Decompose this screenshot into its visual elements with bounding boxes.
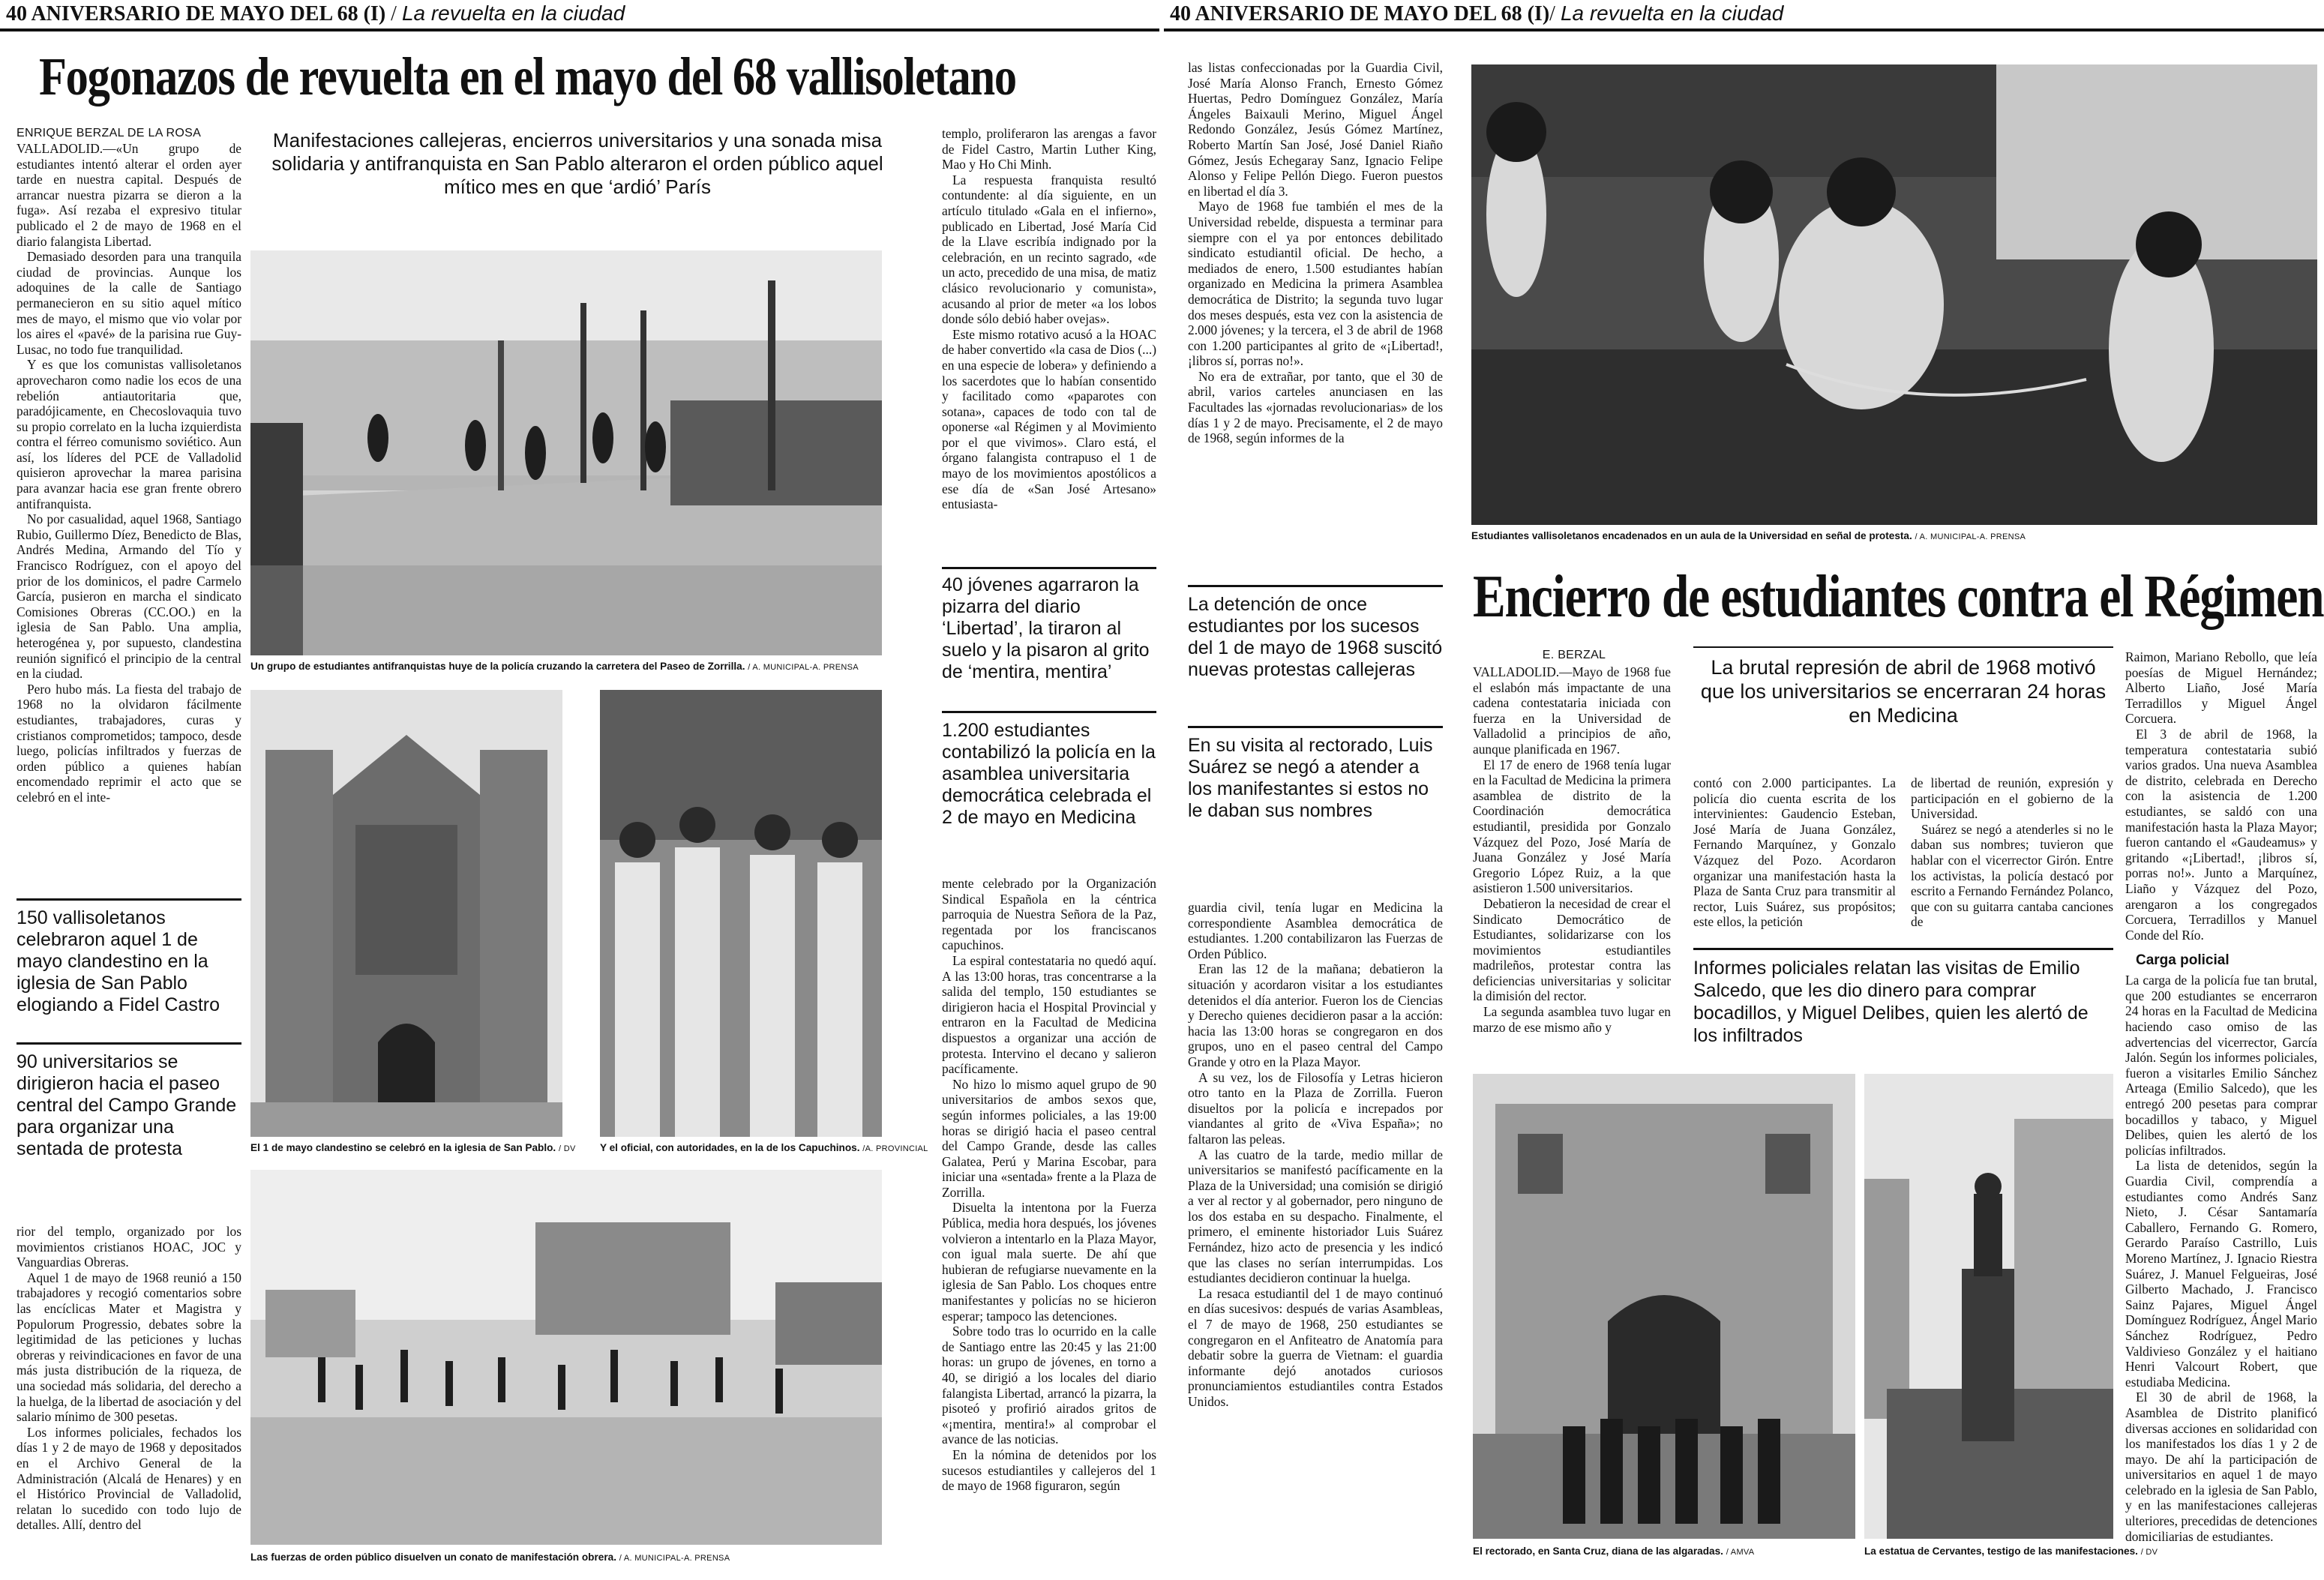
- section-subtitle: La revuelta en la ciudad: [401, 1, 625, 25]
- paragraph: La espiral contestataria no quedó aquí. A las 13:00 horas, tras concentrarse a la salida del templo, 150 estudiantes se dirigieron hacia el Hospital Provincial y entraron en la Facultad de Medicina dispuestos a organizar una acción de protesta. Intervino el decano y salieron pacíficamente.: [942, 952, 1156, 1077]
- paragraph: Eran las 12 de la mañana; debatieron la situación y acordaron visitar a los estudiantes detenidos el día anterior. Fueron los de Ciencias y Derecho quienes decidieron pasar a la acción: hacia las 13:00 horas se congregaron en dos grupos, uno en el paseo central del Campo Grande y otro en la Plaza Mayor.: [1188, 961, 1443, 1069]
- paragraph: mente celebrado por la Organización Sindical Española en la céntrica parroquia de Nuestra Señora de la Paz, regentada por los franciscanos capuchinos.: [942, 876, 1156, 953]
- caption-text: La estatua de Cervantes, testigo de las manifestaciones.: [1864, 1546, 2138, 1557]
- body-column-1-continued: [16, 1224, 241, 1546]
- photo-credit: / A. MUNICIPAL-A. PRENSA: [748, 663, 859, 672]
- section-header: [6, 0, 1153, 30]
- paragraph: de libertad de reunión, expresión y participación en el gobierno de la Universidad.: [1911, 775, 2113, 822]
- pullquote-rule: [1188, 726, 1443, 728]
- pullquote-rule: [942, 567, 1156, 569]
- paragraph: Pero hubo más. La fiesta del trabajo de 1968 no la olvidaron fácilmente estudiantes, trabajadores, curas y cristianos comprometidos; tampoco, desde luego, policías infiltrados y fuerzas de orden público a quienes habían encomendado reprimir el acto que se celebró en el inte-: [16, 681, 241, 805]
- paragraph: A su vez, los de Filosofía y Letras hicieron otro tanto en la Plaza de Zorrilla. Fueron disueltos por la policía e increpados por viandantes al grito de «Viva España»; no faltaron las peleas.: [1188, 1069, 1443, 1147]
- paragraph: las listas confeccionadas por la Guardia Civil, José María Alonso Franch, Ernesto Gómez Huertas, Pedro Domínguez González, María Ángeles Baixauli Merino, Miguel Ángel Redondo González, Jesús Gómez Martínez, Roberto Martín San José, José Daniel Riaño Gómez, Jesús Echegaray Sanz, Ignacio Felipe Alonso y Felipe Pellón Diego. Fueron puestos en libertad el día 3.: [1188, 60, 1443, 199]
- pullquote-1: La detención de once estudiantes por los sucesos del 1 de mayo de 1968 suscitó nuevas protestas callejeras: [1188, 594, 1443, 680]
- paragraph: Los informes policiales, fechados los días 1 y 2 de mayo de 1968 y depositados en el Archivo General de la Administración (Alcalá de Henares) y en el Histórico Provincial de Valladolid, relatan lo sucedido con todo lujo de detalles. Allí, dentro del: [16, 1424, 241, 1533]
- photo-chained-students: [1471, 64, 2317, 525]
- section-subtitle: La revuelta en la ciudad: [1560, 1, 1784, 25]
- paragraph: No hizo lo mismo aquel grupo de 90 universitarios de ambos sexos que, según informes policiales, a las 19:00 horas se dirigió hacia el paseo central del Campo Grande, desde las calles Galatea, Perú y Marina Escobar, para iniciar una «sentada» frente a la Plaza de Zorrilla.: [942, 1076, 1156, 1200]
- caption-text: Estudiantes vallisoletanos encadenados en un aula de la Universidad en señal de protesta.: [1471, 530, 1912, 541]
- byline: ENRIQUE BERZAL DE LA ROSA: [16, 127, 202, 139]
- paragraph: El 30 de abril de 1968, la Asamblea de Distrito planificó diversas acciones en solidaridad con los manifestados los días 1 y 2 de mayo. De ahí la participación de universitarios en aquel 1 de mayo celebrado en la iglesia de San Pablo, y en las manifestaciones callejeras ulteriores, precedidas de detenciones domiciliarias de estudiantes.: [2125, 1390, 2317, 1544]
- deck-rule: [1693, 646, 2113, 648]
- pullquote-3: Informes policiales relatan las visitas de Emilio Salcedo, que les dio dinero para comprar bocadillos, y Miguel Delibes, quien les alertó de los infiltrados: [1693, 958, 2089, 1046]
- paragraph: Mayo de 1968 fue también el mes de la Universidad rebelde, dispuesta a terminar para siempre con el ya por entonces debilitado sindicato estudiantil oficial. De hecho, a mediados de enero, 1.500 estudiantes habían organizado en Medicina la primera Asamblea democrática de Distrito; la segunda tuvo lugar dos meses después, esta vez con la asistencia de 2.000 jóvenes; y la tercera, el 3 de abril de 1968 con 1.200 participantes al grito de «¡Libertad!, ¡libros sí, porras no!».: [1188, 199, 1443, 369]
- photo-caption: [250, 1551, 882, 1565]
- photo-caption: [250, 1141, 576, 1156]
- page-title: Fogonazos de revuelta en el mayo del 68 vallisoletano: [39, 46, 1016, 106]
- paragraph: Aquel 1 de mayo de 1968 reunió a 150 trabajadores y recogió comentarios sobre las encíclicas Mater et Magistra y Populorum Progressio, debates sobre la legitimidad de las peticiones y luchas obreras y reivindicaciones en favor de una más justa distribución de la riqueza, de una sociedad más solidaria, del derecho a la huelga, de la libertad de asociación y del salario mínimo de 300 pesetas.: [16, 1270, 241, 1425]
- section-separator: /: [1549, 2, 1555, 25]
- caption-text: El rectorado, en Santa Cruz, diana de las algaradas.: [1473, 1546, 1723, 1557]
- section-rule: [1164, 28, 2324, 31]
- byline: E. BERZAL: [1542, 649, 1606, 661]
- photo-credit: /A. PROVINCIAL: [862, 1144, 928, 1153]
- pullquote-3: 40 jóvenes agarraron la pizarra del diario ‘Libertad’, la tiraron al suelo y la pisaron al grito de ‘mentira, mentira’: [942, 574, 1150, 682]
- paragraph: El 17 de enero de 1968 tenía lugar en la Facultad de Medicina la primera asamblea de distrito de la Coordinación democrática estudiantil, presidida por Gonzalo Vázquez del Pozo, José María de Juana González y José María Gregorio López Ruiz, a la que asistieron 1.500 universitarios.: [1473, 757, 1671, 896]
- paragraph: Suárez se negó a atenderles si no le daban sus nombres; tuvieron que hablar con el vicerrector Girón. Entre los activistas, la policía destacó por escrito a Fernando Fernández Polanco, que con su guitarra cantaba canciones de: [1911, 821, 2113, 930]
- right-newspaper-page: [1164, 0, 2324, 1580]
- photo-caption: [1473, 1545, 1855, 1559]
- paragraph: contó con 2.000 participantes. La policía dio cuenta escrita de los intervinientes: Gaudencio Esteban, José María de Juana González, Fernando Marquínez, y Gonzalo Vázquez del Pozo. Acordaron organizar una manifestación hasta la Plaza de Santa Cruz para transmitir al rector, Luis Suárez, sus propósitos; este ellos, la petición: [1693, 775, 1896, 930]
- paragraph: No por casualidad, aquel 1968, Santiago Rubio, Guillermo Díez, Benedicto de Blas, Andrés Medina, Armando del Tío y Francisco Rodríguez, con el apoyo del prior de los dominicos, el padre Carmelo García, pusieron en marcha el sindicato Comisiones Obreras (CC.OO.) en la iglesia de San Pablo. Una amplia, heterogénea y, por supuesto, clandestina reunión significó el principio de la central en la ciudad.: [16, 511, 241, 682]
- body-column-1-continued: [1188, 900, 1443, 1545]
- pullquote-rule: [942, 711, 1156, 713]
- section-header: [1170, 0, 2317, 30]
- photo-cervantes-statue: [1864, 1074, 2113, 1539]
- pullquote-4: 1.200 estudiantes contabilizó la policía en la asamblea universitaria democrática celebrada el 2 de mayo en Medicina: [942, 720, 1156, 828]
- paragraph: Y es que los comunistas vallisoletanos aprovecharon como nadie los ecos de una rebelión antiautoritaria que, paradójicamente, en Checoslovaquia tuvo su propio correlato en la lucha izquierdista contra el férreo comunismo soviético. Aun así, los líderes del PCE de Valladolid quisieron aprovechar la marea parisina para avanzar hacia ese gran frente obrero antifranquista.: [16, 357, 241, 511]
- photo-caption: [250, 660, 882, 674]
- section-kicker: 40 ANIVERSARIO DE MAYO DEL 68 (I): [6, 2, 386, 25]
- paragraph: Debatieron la necesidad de crear el Sindicato Democrático de Estudiantes, solidarizarse con los movimientos estudiantiles madrileños, protestar contra las deficiencias universitarias y solicitar la dimisión del rector.: [1473, 895, 1671, 1004]
- paragraph: VALLADOLID.—«Un grupo de estudiantes intentó alterar el orden ayer tarde en nuestra capital. Después de arrancar nuestra pizarra se dieron a la fuga». Así rezaba el expresivo titular publicado el 2 de mayo de 1968 en el diario falangista Libertad.: [16, 141, 241, 249]
- pullquote-2: 90 universitarios se dirigieron hacia el paseo central del Campo Grande para organizar una sentada de protesta: [16, 1051, 237, 1159]
- paragraph: Sobre todo tras lo ocurrido en la calle de Santiago entre las 20:45 y las 21:00 horas: un grupo de jóvenes, en torno a 40, se dirigió a los locales del diario falangista Libertad, arrancó la pizarra, la pisoteó y profirió airados gritos de «¡mentira, mentira!» al comprobar el avance de las noticias.: [942, 1324, 1156, 1447]
- paragraph: La respuesta franquista resultó contundente: al día siguiente, en un artículo titulado «Gala en el infierno», publicado en Libertad, José María Cid de la Llave escribía indignado por la celebración, en un recinto sagrado, «de un acto, precedido de una misa, de matiz clásico revolucionario y comunista», acusando al prior de meter «a los lobos donde sólo debió haber ovejas».: [942, 172, 1156, 327]
- paragraph: A las cuatro de la tarde, medio millar de universitarios se manifestó pacíficamente en la Plaza de la Universidad; una comisión se dirigió a ver al rector y al gobernador, pero ninguno de los dos estaba en su despacho. Finalmente, el primero, el eminente historiador Luis Suárez Fernández, hizo acto de presencia y les indicó que las clases no serían interrumpidas. Los estudiantes decidieron continuar la huelga.: [1188, 1147, 1443, 1286]
- paragraph: La carga de la policía fue tan brutal, que 200 estudiantes se encerraron 24 horas en la Facultad de Medicina haciendo caso omiso de las advertencias del vicerrector, García Jalón. Según los informes policiales, fueron a visitarles Emilio Sánchez Arteaga (Emilio Salcedo), que les entregó 200 pesetas para comprar bocadillos y tabaco, y Miguel Delibes, quien les alertó de los policías infiltrados.: [2125, 973, 2317, 1158]
- caption-text: El 1 de mayo clandestino se celebró en la iglesia de San Pablo.: [250, 1142, 556, 1153]
- paragraph: rior del templo, organizado por los movimientos cristianos HOAC, JOC y Vanguardias Obreras.: [16, 1224, 241, 1270]
- pullquote-1: 150 vallisoletanos celebraron aquel 1 de mayo clandestino en la iglesia de San Pablo elogiando a Fidel Castro: [16, 907, 220, 1015]
- paragraph: En la nómina de detenidos por los sucesos estudiantiles y callejeros del 1 de mayo de 1968 figuraron, según: [942, 1447, 1156, 1494]
- body-column-4: [942, 126, 1156, 567]
- caption-text: Y el oficial, con autoridades, en la de los Capuchinos.: [600, 1142, 860, 1153]
- body-column-3: [1693, 775, 1896, 943]
- body-column-1: [16, 141, 241, 888]
- article-deck: La brutal represión de abril de 1968 motivó que los universitarios se encerraran 24 horas en Medicina: [1700, 656, 2107, 727]
- paragraph: La resaca estudiantil del 1 de mayo continuó en días sucesivos: después de varias Asambleas, el 7 de mayo de 1968, 250 estudiantes se congregaron en el Anfiteatro de Anatomía para debatir sobre la guerra de Vietnam: el guardia informante dejó anotados curiosos pronunciamientos estudiantiles contra Estados Unidos.: [1188, 1285, 1443, 1409]
- caption-text: Las fuerzas de orden público disuelven un conato de manifestación obrera.: [250, 1552, 616, 1563]
- photo-caption: [1471, 529, 2317, 544]
- body-column-4-continued: [942, 876, 1156, 1548]
- caption-text: Un grupo de estudiantes antifranquistas huye de la policía cruzando la carretera del Paseo de Zorrilla.: [250, 661, 745, 672]
- photo-credit: / DV: [2140, 1548, 2158, 1557]
- photo-officials-capuchinos: [600, 690, 882, 1137]
- paragraph: Disuelta la intentona por la Fuerza Pública, media hora después, los jóvenes volvieron a intentarlo en la Plaza Mayor, con igual mala suerte. De ahí que hubieran de refugiarse nuevamente en la iglesia de San Pablo. Los choques entre manifestantes y policías no se hicieron esperar; tampoco las detenciones.: [942, 1200, 1156, 1324]
- article-headline: Encierro de estudiantes contra el Régimen: [1473, 564, 2324, 630]
- photo-san-pablo-church: [250, 690, 562, 1137]
- paragraph: templo, proliferaron las arengas a favor de Fidel Castro, Martin Luther King, Mao y Ho Chi Minh.: [942, 126, 1156, 172]
- photo-caption: [600, 1141, 928, 1156]
- photo-credit: / AMVA: [1726, 1548, 1755, 1557]
- pullquote-rule: [1188, 585, 1443, 587]
- photo-caption: [1864, 1545, 2158, 1559]
- section-separator: /: [385, 2, 402, 25]
- body-column-1: [1188, 60, 1443, 564]
- paragraph: VALLADOLID.—Mayo de 1968 fue el eslabón más impactante de una cadena contestataria iniciada con fuerza en la Universidad de Valladolid a principios de año, aunque planificada en 1967.: [1473, 664, 1671, 757]
- paragraph: No era de extrañar, por tanto, que el 30 de abril, varios carteles anunciasen en las Facultades las «jornadas revolucionarias» de los días 1 y 2 de mayo. Precisamente, el 2 de mayo de 1968, según informes de la: [1188, 368, 1443, 446]
- photo-police-dispersing: [250, 1170, 882, 1545]
- section-rule: [0, 28, 1161, 31]
- paragraph: El 3 de abril de 1968, la temperatura contestataria subió varios grados. Una nueva Asamblea de distrito, celebrada en Derecho con la asistencia de 1.200 estudiantes, se saldó con una manifestación hasta la Plaza Mayor; fueron cantando el «Gaudeamus» y gritando «¡Libertad!, ¡libros sí, porras no!». Junto a Marquínez, Liaño y Vázquez del Pozo, arengaron a los congregados Corcuera, Terradillos y Manuel Conde del Río.: [2125, 726, 2317, 943]
- subhead: Carga policial: [2136, 952, 2230, 969]
- photo-credit: / A. MUNICIPAL-A. PRENSA: [1915, 532, 2026, 541]
- left-newspaper-page: [0, 0, 1161, 1580]
- article-deck: Manifestaciones callejeras, encierros universitarios y una sonada misa solidaria y antifranquista en San Pablo alteraron el orden público aquel mítico mes en que ‘ardió’ París: [271, 129, 883, 198]
- paragraph: La lista de detenidos, según la Guardia Civil, comprendía a estudiantes como Andrés Sanz Nieto, J. César Santamaría Caballero, Fernando G. Romero, Gerardo Paraíso Castrillo, Luis Moreno Martínez, J. Ignacio Riestra Suárez, J. Manuel Felgueiras, José Gilberto Machado, J. Francisco Sainz Pajares, Miguel Ángel Domínguez Rodríguez, Ángel Mario Sánchez Rodríguez, Pedro Valdivieso González y el haitiano Henri Valcourt Robert, que estudiaba Medicina.: [2125, 1158, 2317, 1390]
- paragraph: Raimon, Mariano Rebollo, que leía poesías de Miguel Hernández; Alberto Liaño, José María Terradillos y Miguel Ángel Corcuera.: [2125, 649, 2317, 727]
- paragraph: Este mismo rotativo acusó a la HOAC de haber convertido «la casa de Dios (...) en una especie de lobera» y definiendo a los sacerdotes que lo habían consentido y facilitado como «paparotes con sotana», capaces de todo con tal de oponerse «al Régimen y al Movimiento por el que vivimos». Claro está, el órgano falangista contrapuso el 1 de mayo de los movimientos apostólicos a ese día de «San José Artesano» entusiasta-: [942, 326, 1156, 512]
- pullquote-rule: [1693, 948, 2113, 950]
- pullquote-2: En su visita al rectorado, Luis Suárez se negó a atender a los manifestantes si estos no le daban sus nombres: [1188, 735, 1433, 821]
- paragraph: La segunda asamblea tuvo lugar en marzo de ese mismo año y: [1473, 1004, 1671, 1035]
- photo-students-fleeing: [250, 250, 882, 655]
- pullquote-rule: [16, 898, 241, 901]
- photo-credit: / DV: [559, 1144, 576, 1153]
- paragraph: guardia civil, tenía lugar en Medicina la correspondiente Asamblea democrática de estudiantes. 1.200 contabilizaron las Fuerzas de Orden Público.: [1188, 900, 1443, 961]
- pullquote-rule: [16, 1042, 241, 1045]
- photo-rectorado-santa-cruz: [1473, 1074, 1855, 1539]
- body-column-5: [2125, 649, 2317, 1546]
- body-column-4: [1911, 775, 2113, 943]
- photo-credit: / A. MUNICIPAL-A. PRENSA: [619, 1554, 730, 1563]
- body-column-2: [1473, 664, 1671, 1054]
- section-kicker: 40 ANIVERSARIO DE MAYO DEL 68 (I): [1170, 2, 1550, 25]
- paragraph: Demasiado desorden para una tranquila ciudad de provincias. Aunque los adoquines de la calle de Santiago permanecieron en su sitio aquel mítico mes de mayo, el mismo que vio volar por los aires el «pavé» de la parisina rue Guy-Lusac, no todo fue tranquilidad.: [16, 249, 241, 357]
